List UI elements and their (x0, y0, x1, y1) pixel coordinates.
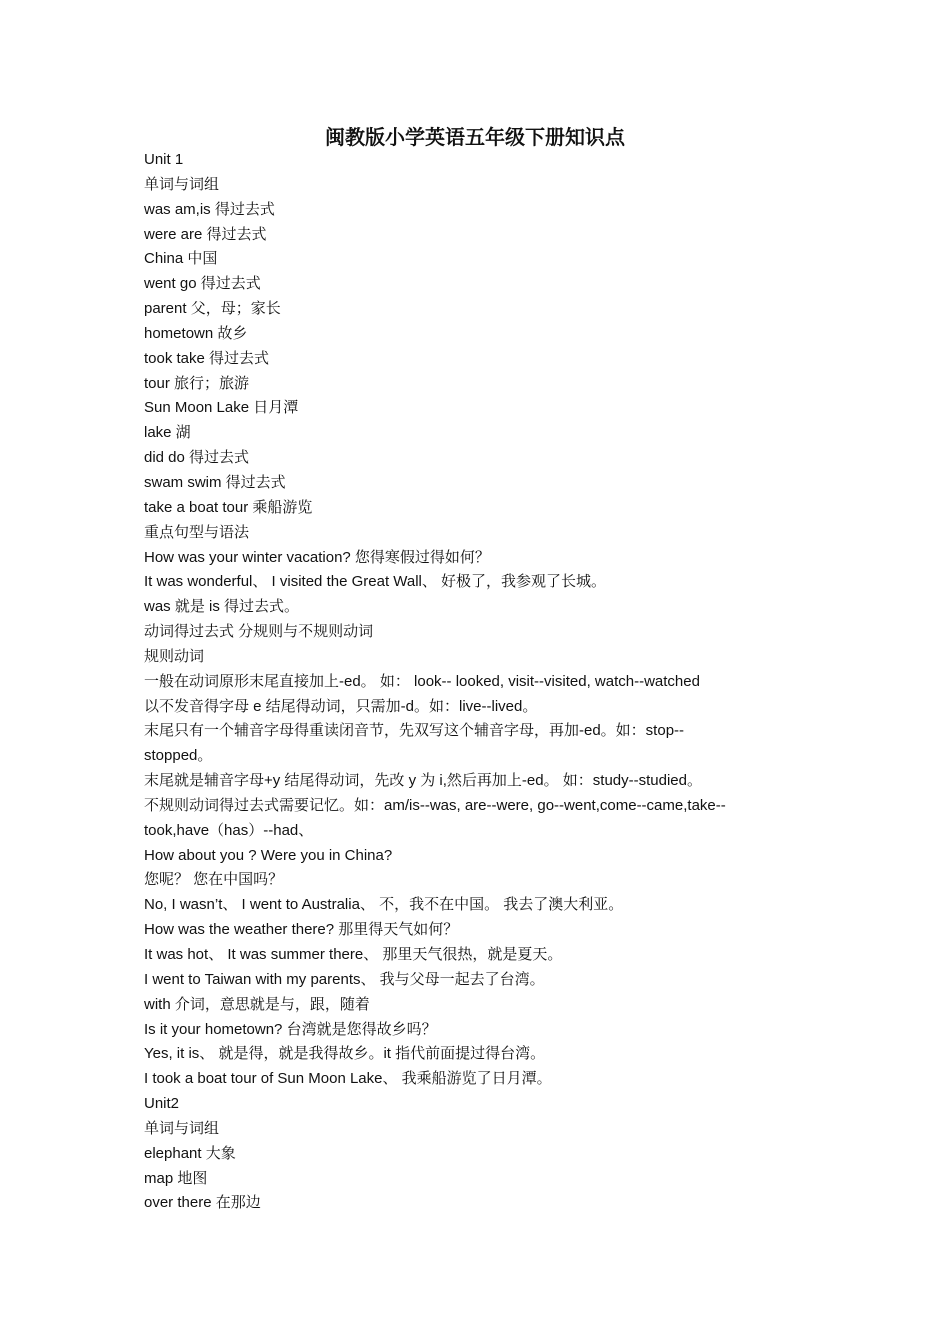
text-line: went go 得过去式 (144, 275, 261, 293)
text-line: 以不发音得字母 e 结尾得动词，只需加-d。如：live--lived。 (144, 697, 538, 715)
text-line: How was your winter vacation? 您得寒假过得如何？ (144, 548, 490, 566)
document-body (144, 148, 808, 1216)
text-line: 不规则动词得过去式需要记忆。如：am/is--was, are--were, go--went,come--came,take-- (144, 796, 726, 814)
text-line: stopped。 (144, 747, 213, 765)
text-line: China 中国 (144, 250, 218, 268)
text-line: Yes, it is、 就是得，就是我得故乡。it 指代前面提过得台湾。 (144, 1045, 546, 1063)
text-line: lake 湖 (144, 424, 191, 442)
text-line: 一般在动词原形末尾直接加上-ed。 如： look-- looked, visit--visited, watch--watched (144, 672, 700, 690)
text-line: elephant 大象 (144, 1144, 236, 1162)
text-line: 末尾就是辅音字母+y 结尾得动词，先改 y 为 i,然后再加上-ed。 如：study--studied。 (144, 772, 702, 790)
text-line: I took a boat tour of Sun Moon Lake、 我乘船游览了日月潭。 (144, 1070, 552, 1088)
text-line: take a boat tour 乘船游览 (144, 498, 313, 516)
text-line: tour 旅行；旅游 (144, 374, 250, 392)
text-line: swam swim 得过去式 (144, 473, 286, 491)
text-line: took,have（has）--had、 (144, 821, 314, 839)
text-line: hometown 故乡 (144, 324, 248, 342)
text-line: It was hot、 It was summer there、 那里天气很热，就是夏天。 (144, 946, 563, 963)
text-line: I went to Taiwan with my parents、 我与父母一起去了台湾。 (144, 970, 545, 988)
document-title: 闽教版小学英语五年级下册知识点 (325, 125, 625, 149)
text-line: parent 父，母；家长 (144, 300, 281, 318)
text-line: Unit2 (144, 1095, 180, 1113)
text-line: It was wonderful、 I visited the Great Wall、 好极了，我参观了长城。 (144, 573, 607, 591)
text-line: did do 得过去式 (144, 449, 250, 467)
text-line: 您呢？ 您在中国吗？ (144, 871, 284, 889)
text-line: took take 得过去式 (144, 349, 270, 367)
text-line: with 介词，意思就是与，跟，随着 (144, 995, 370, 1013)
text-line: 单词与词组 (144, 1119, 220, 1137)
text-line: 规则动词 (144, 647, 205, 665)
text-line: No, I wasn’t、 I went to Australia、 不，我不在中国。 我去了澳大利亚。 (144, 896, 624, 914)
text-line: How was the weather there? 那里得天气如何？ (144, 921, 459, 939)
text-line: 动词得过去式 分规则与不规则动词 (144, 623, 374, 641)
text-line: was 就是 is 得过去式。 (144, 598, 300, 616)
text-line: Unit 1 (144, 151, 184, 168)
text-line: 重点句型与语法 (144, 523, 250, 541)
text-line: Sun Moon Lake 日月潭 (144, 399, 299, 417)
text-line: were are 得过去式 (144, 225, 267, 243)
text-line: 单词与词组 (144, 175, 220, 193)
text-line: map 地图 (144, 1169, 208, 1187)
text-line: How about you ? Were you in China? (144, 846, 393, 864)
text-line: Is it your hometown? 台湾就是您得故乡吗？ (144, 1020, 437, 1038)
text-line: was am,is 得过去式 (144, 200, 275, 218)
text-line: over there 在那边 (144, 1194, 261, 1212)
text-line: 末尾只有一个辅音字母得重读闭音节，先双写这个辅音字母，再加-ed。如：stop-- (144, 722, 685, 740)
